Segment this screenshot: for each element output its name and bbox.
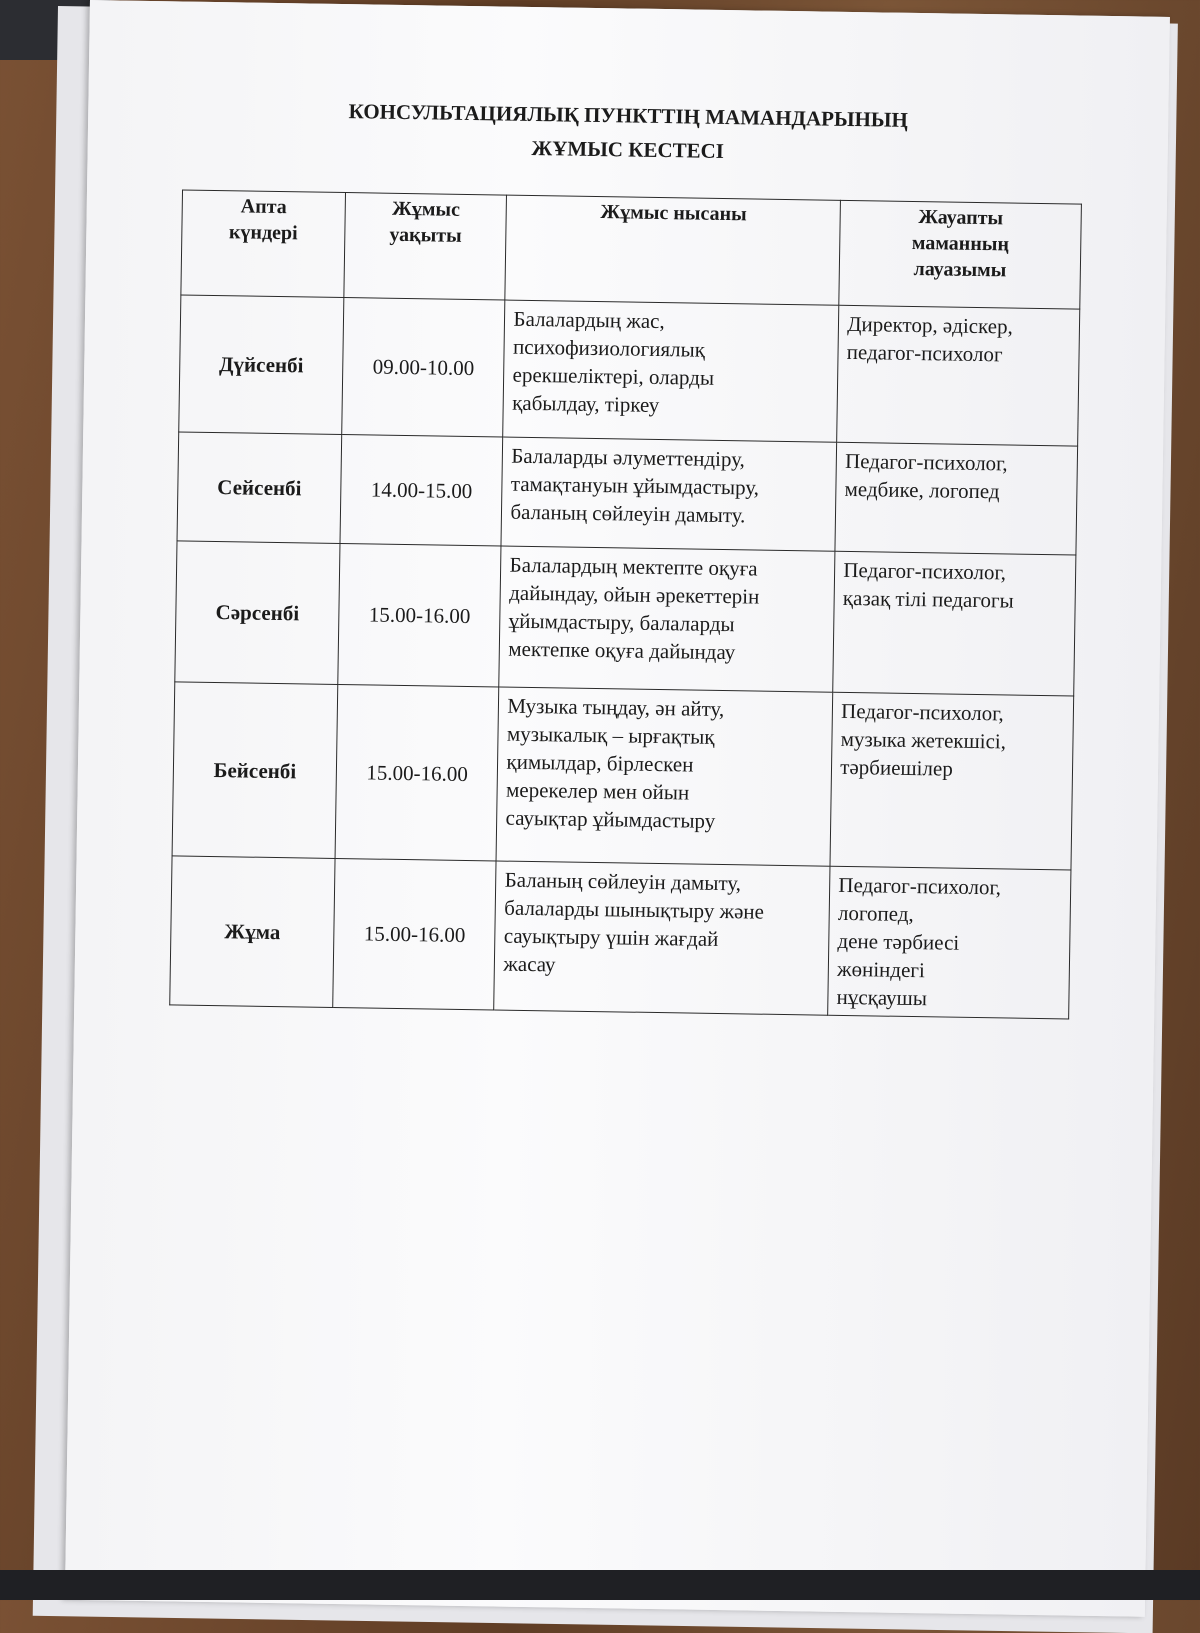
cell-day: Жұма	[170, 856, 335, 1008]
background-object	[0, 1570, 1200, 1600]
table-header	[181, 190, 1082, 309]
cell-day: Дүйсенбі	[179, 295, 344, 435]
header-topic: Жұмыс нысаны	[505, 195, 840, 305]
cell-responsible: Педагог-психолог, медбике, логопед	[835, 442, 1077, 555]
header-time: Жұмыс уақыты	[344, 193, 507, 301]
cell-responsible: Педагог-психолог, музыка жетекшісі, тәрбиешілер	[830, 692, 1073, 870]
table-row	[177, 432, 1078, 555]
header-row	[181, 190, 1082, 309]
cell-time: 14.00-15.00	[340, 435, 503, 547]
cell-topic: Баланың сөйлеуін дамыту, балаларды шынықтыру және сауықтыру үшін жағдай жасау	[494, 861, 830, 1015]
table-row	[179, 295, 1080, 446]
cell-time: 15.00-16.00	[335, 684, 499, 861]
document-title	[88, 90, 1169, 175]
table-row	[172, 682, 1074, 870]
cell-time: 09.00-10.00	[342, 298, 506, 438]
title-line-1: КОНСУЛЬТАЦИЯЛЫҚ ПУНКТТІҢ МАМАНДАРЫНЫҢ	[348, 99, 909, 132]
header-responsible: Жауапты маманның лауазымы	[839, 200, 1081, 309]
title-line-2: ЖҰМЫС КЕСТЕСІ	[531, 135, 725, 163]
schedule-table	[169, 189, 1082, 1019]
cell-responsible: Педагог-психолог, логопед, дене тәрбиесі жөніндегі нұсқаушы	[828, 866, 1071, 1019]
table-row	[170, 856, 1071, 1019]
cell-responsible: Директор, әдіскер, педагог-психолог	[837, 305, 1080, 446]
table-row	[175, 541, 1076, 696]
cell-day: Бейсенбі	[172, 682, 338, 859]
cell-day: Сәрсенбі	[175, 541, 340, 685]
cell-topic: Балаларды әлуметтендіру, тамақтануын ұйымдастыру, баланың сөйлеуін дамыту.	[501, 437, 836, 551]
cell-time: 15.00-16.00	[338, 543, 502, 687]
cell-topic: Балалардың жас, психофизиологиялық ерекшеліктері, оларды қабылдау, тіркеу	[503, 300, 839, 442]
table-body	[170, 295, 1080, 1019]
cell-topic: Музыка тыңдау, ән айту, музыкалық – ырғақтық қимылдар, бірлескен мерекелер мен ойын сауықтар ұйымдастыру	[496, 687, 832, 866]
cell-time: 15.00-16.00	[333, 858, 497, 1010]
cell-day: Сейсенбі	[177, 432, 342, 544]
header-day: Апта күндері	[181, 190, 346, 298]
paper-sheet	[65, 0, 1170, 1617]
cell-topic: Балалардың мектепте оқуға дайындау, ойын әрекеттерін ұйымдастыру, балаларды мектепке оқуға дайындау	[499, 546, 835, 692]
cell-responsible: Педагог-психолог, қазақ тілі педагогы	[833, 551, 1076, 696]
